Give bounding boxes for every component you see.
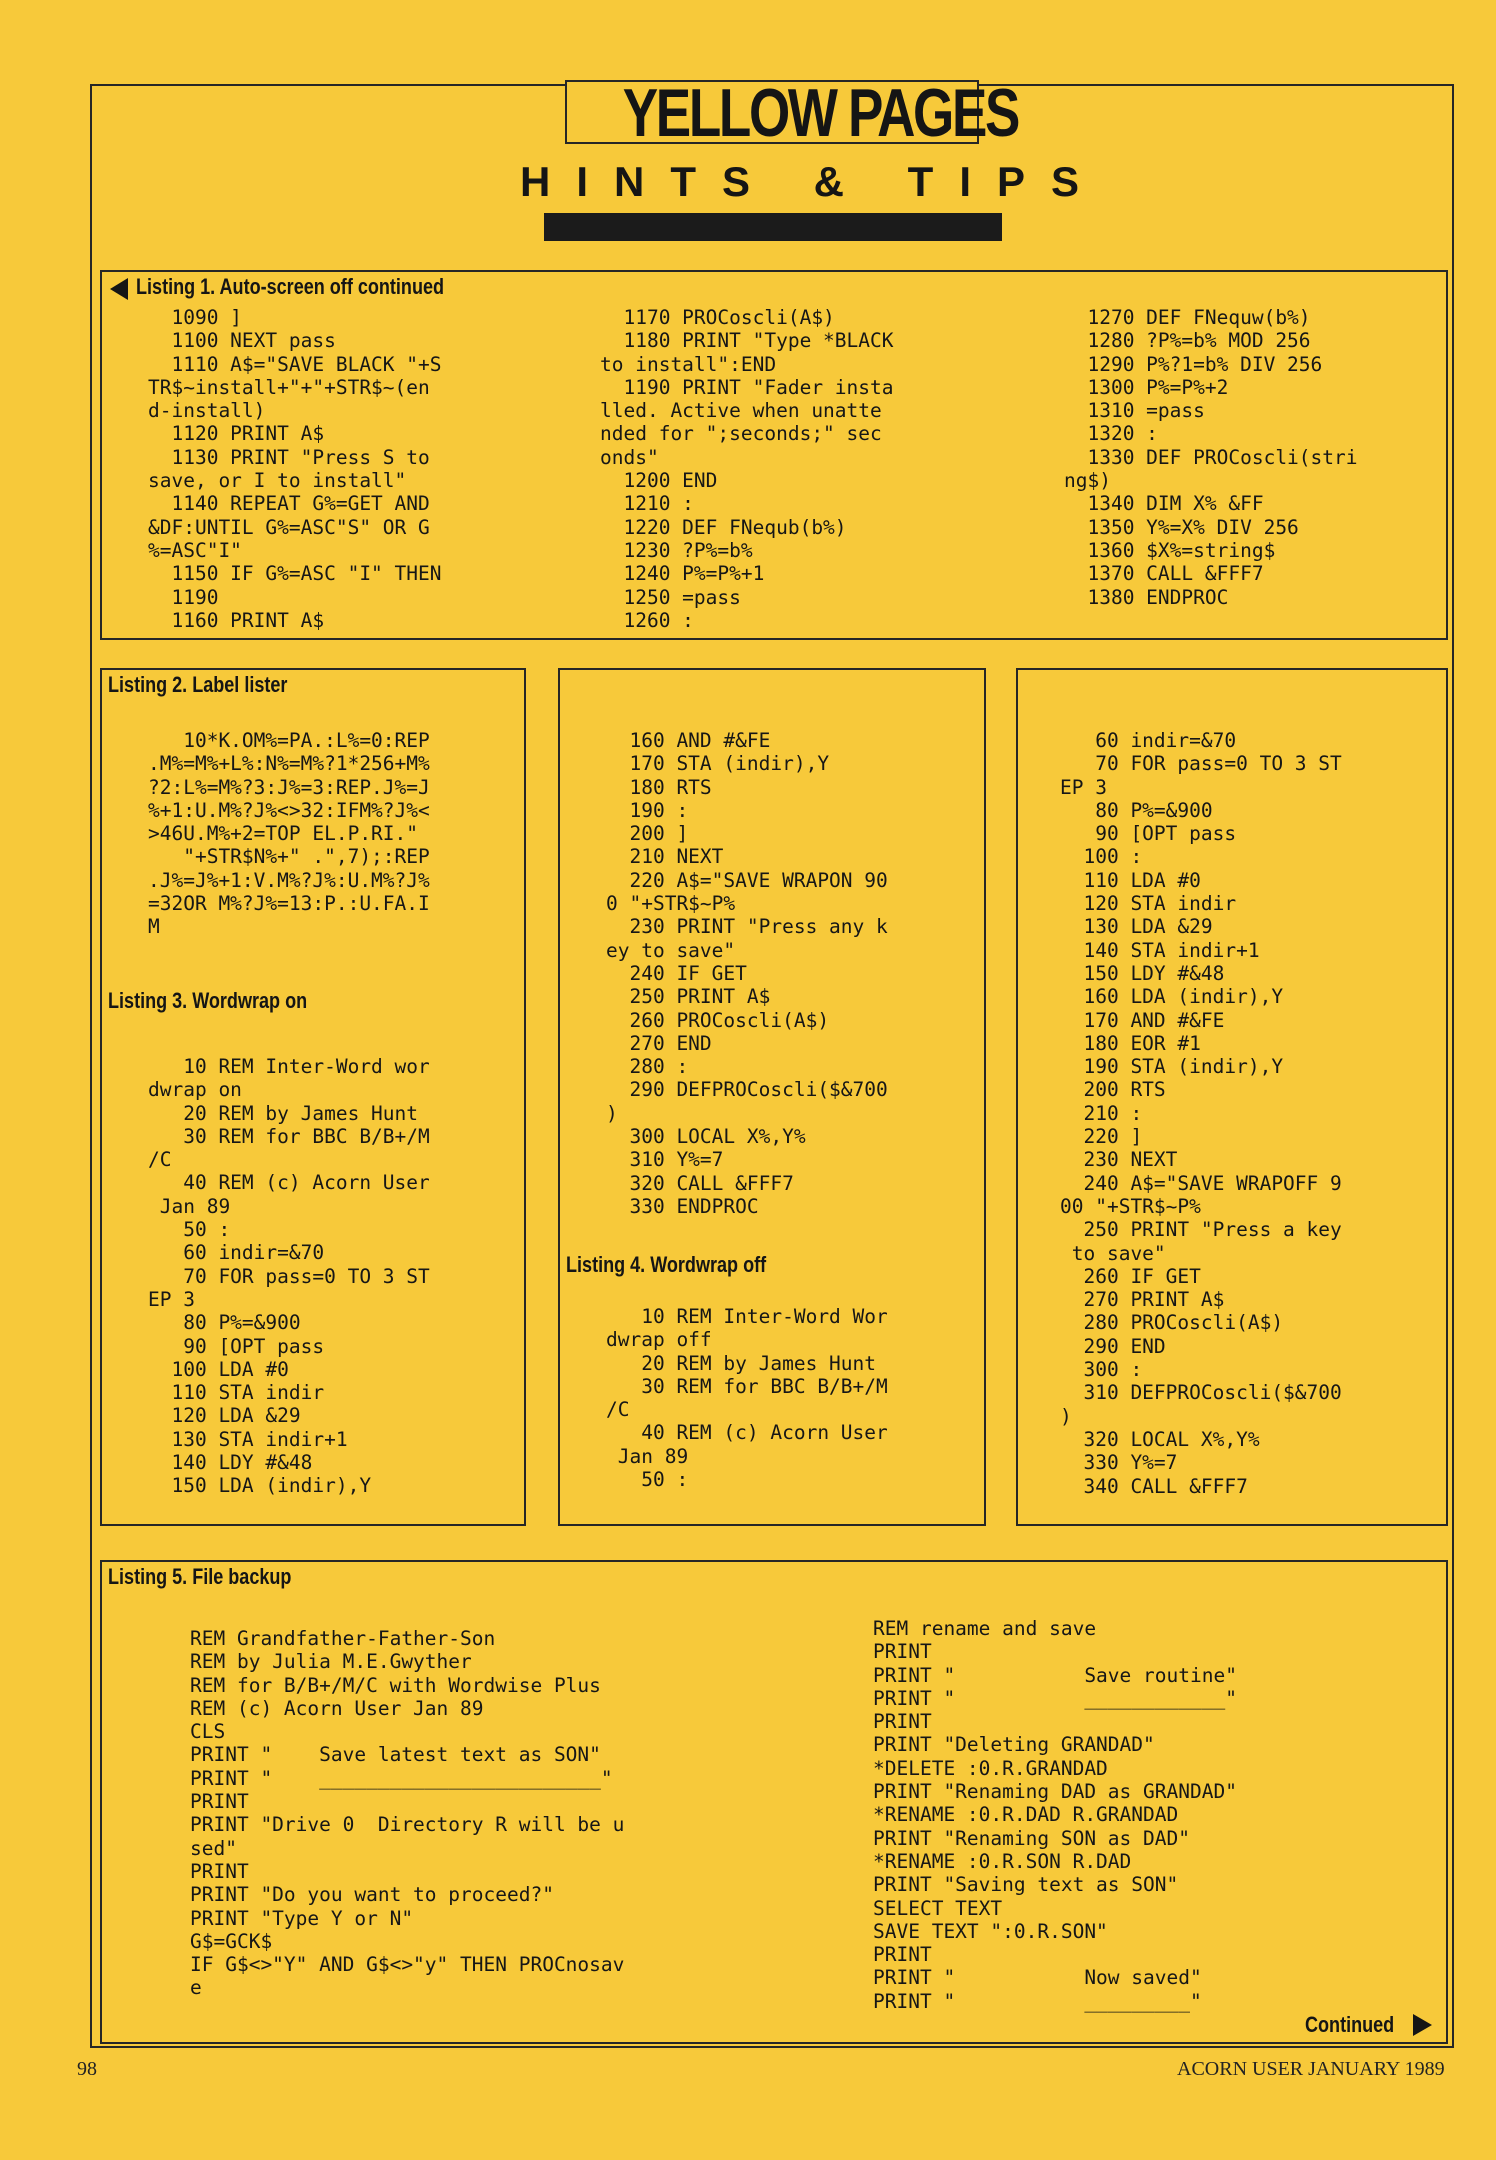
- code-line: 200 RTS: [1060, 1078, 1166, 1102]
- listing-4-continued-code: [1060, 729, 1342, 1498]
- code-line: .J%=J%+1:V.M%?J%:U.M%?J%: [148, 868, 430, 892]
- code-line: REM Grandfather-Father-Son: [190, 1627, 496, 1650]
- code-line: 1140 REPEAT G%=GET AND: [148, 492, 430, 516]
- code-line: 170 AND #&FE: [1060, 1008, 1225, 1032]
- code-line: 60 indir=&70: [1060, 729, 1237, 752]
- code-line: PRINT " Save latest text as SON": [190, 1743, 601, 1767]
- code-line: 70 FOR pass=0 TO 3 ST: [148, 1264, 430, 1288]
- code-line: 150 LDY #&48: [1060, 961, 1225, 985]
- code-line: 1320 :: [1064, 422, 1158, 446]
- code-line: PRINT " ____________": [873, 1686, 1237, 1710]
- listing-1-column-3: [1064, 306, 1358, 609]
- code-line: 1180 PRINT "Type *BLACK: [600, 329, 894, 353]
- listing-2-code: [148, 729, 430, 939]
- listing-1-column-1: [148, 306, 442, 632]
- code-line: 1210 :: [600, 492, 694, 516]
- code-line: *DELETE :0.R.GRANDAD: [873, 1756, 1108, 1780]
- code-line: 1230 ?P%=b%: [600, 538, 753, 562]
- listing-5-column-2: [873, 1617, 1237, 2013]
- code-line: M: [148, 915, 160, 939]
- code-line: save, or I to install": [148, 469, 407, 493]
- code-line: 330 ENDPROC: [606, 1194, 759, 1218]
- code-line: 180 EOR #1: [1060, 1031, 1201, 1055]
- listing-4-heading: Listing 4. Wordwrap off: [566, 1252, 767, 1277]
- code-line: 300 LOCAL X%,Y%: [606, 1125, 806, 1149]
- code-line: onds": [600, 445, 659, 469]
- code-line: ): [1060, 1404, 1072, 1428]
- code-line: 10 REM Inter-Word wor: [148, 1055, 430, 1078]
- code-line: 80 P%=&900: [148, 1311, 301, 1335]
- code-line: 160 AND #&FE: [606, 729, 771, 752]
- code-line: 200 ]: [606, 822, 689, 846]
- code-line: REM (c) Acorn User Jan 89: [190, 1696, 484, 1720]
- code-line: 220 A$="SAVE WRAPON 90: [606, 868, 888, 892]
- code-line: 1090 ]: [148, 306, 242, 329]
- listing-1-column-2: [600, 306, 894, 632]
- code-line: 1340 DIM X% &FF: [1064, 492, 1264, 516]
- code-line: 280 PROCoscli(A$): [1060, 1311, 1284, 1335]
- code-line: 90 [OPT pass: [1060, 822, 1237, 846]
- code-line: 310 Y%=7: [606, 1148, 724, 1172]
- code-line: 230 PRINT "Press any k: [606, 915, 888, 939]
- listing-3-heading: Listing 3. Wordwrap on: [108, 988, 308, 1013]
- code-line: EP 3: [1060, 775, 1107, 799]
- listing-4-code: [606, 1305, 888, 1491]
- code-line: 330 Y%=7: [1060, 1451, 1178, 1475]
- code-line: >46U.M%+2=TOP EL.P.RI.": [148, 822, 419, 846]
- code-line: 1190: [148, 585, 219, 609]
- code-line: PRINT: [873, 1943, 932, 1967]
- listing-3-continued-code: [606, 729, 888, 1218]
- code-line: ): [606, 1101, 618, 1125]
- continued-label: Continued: [1305, 2012, 1395, 2037]
- code-line: 1370 CALL &FFF7: [1064, 562, 1264, 586]
- issue-line: ACORN USER JANUARY 1989: [1177, 2058, 1445, 2080]
- code-line: 10*K.OM%=PA.:L%=0:REP: [148, 729, 430, 752]
- code-line: 150 LDA (indir),Y: [148, 1474, 372, 1498]
- code-line: Jan 89: [606, 1444, 689, 1468]
- code-line: CLS: [190, 1720, 226, 1744]
- code-line: 110 STA indir: [148, 1381, 325, 1405]
- code-line: /C: [606, 1398, 630, 1422]
- code-line: 1100 NEXT pass: [148, 329, 336, 353]
- code-line: ?2:L%=M%?3:J%=3:REP.J%=J: [148, 775, 430, 799]
- code-line: to install":END: [600, 352, 777, 376]
- code-line: 10 REM Inter-Word Wor: [606, 1305, 888, 1328]
- code-line: 250 PRINT "Press a key: [1060, 1218, 1342, 1242]
- listing-3-code: [148, 1055, 430, 1498]
- code-line: 1120 PRINT A$: [148, 422, 325, 446]
- code-line: nded for ";seconds;" sec: [600, 422, 882, 446]
- code-line: 110 LDA #0: [1060, 868, 1201, 892]
- code-line: REM rename and save: [873, 1617, 1097, 1640]
- code-line: 1160 PRINT A$: [148, 608, 325, 632]
- code-line: 00 "+STR$~P%: [1060, 1194, 1201, 1218]
- code-line: 90 [OPT pass: [148, 1334, 325, 1358]
- code-line: lled. Active when unatte: [600, 399, 882, 423]
- code-line: 290 DEFPROCoscli($&700: [606, 1078, 888, 1102]
- code-line: 230 NEXT: [1060, 1148, 1178, 1172]
- code-line: EP 3: [148, 1287, 195, 1311]
- code-line: 320 CALL &FFF7: [606, 1171, 794, 1195]
- code-line: e: [190, 1976, 202, 2000]
- code-line: 120 LDA &29: [148, 1404, 301, 1428]
- masthead: [565, 75, 1019, 151]
- listing-1-heading: Listing 1. Auto-screen off continued: [136, 274, 445, 299]
- code-line: to save": [1060, 1241, 1166, 1265]
- code-line: 140 STA indir+1: [1060, 938, 1260, 962]
- masthead-subtitle: HINTS & TIPS: [520, 158, 1106, 205]
- code-line: PRINT "Renaming SON as DAD": [873, 1826, 1190, 1850]
- code-line: 1310 =pass: [1064, 399, 1205, 423]
- code-line: PRINT "Do you want to proceed?": [190, 1883, 554, 1907]
- code-line: 30 REM for BBC B/B+/M: [148, 1124, 430, 1148]
- code-line: 160 LDA (indir),Y: [1060, 985, 1284, 1009]
- code-line: PRINT " _________": [873, 1989, 1202, 2013]
- code-line: 1250 =pass: [600, 585, 741, 609]
- code-line: 240 A$="SAVE WRAPOFF 9: [1060, 1171, 1342, 1195]
- masthead-bar: [544, 213, 1002, 241]
- code-line: %=ASC"I": [148, 538, 242, 562]
- code-line: Jan 89: [148, 1194, 231, 1218]
- code-line: 50 :: [606, 1468, 689, 1492]
- code-line: 320 LOCAL X%,Y%: [1060, 1427, 1260, 1451]
- code-line: PRINT: [190, 1790, 249, 1814]
- code-line: =32OR M%?J%=13:P.:U.FA.I: [148, 892, 430, 916]
- code-line: 40 REM (c) Acorn User: [606, 1421, 888, 1445]
- code-line: G$=GCK$: [190, 1929, 273, 1953]
- code-line: 0 "+STR$~P%: [606, 892, 736, 916]
- code-line: dwrap off: [606, 1328, 712, 1352]
- code-line: 130 LDA &29: [1060, 915, 1213, 939]
- code-line: 170 STA (indir),Y: [606, 752, 830, 776]
- code-line: 1130 PRINT "Press S to: [148, 445, 430, 469]
- code-line: dwrap on: [148, 1078, 242, 1102]
- code-line: 260 IF GET: [1060, 1264, 1201, 1288]
- code-line: 250 PRINT A$: [606, 985, 771, 1009]
- code-line: 100 :: [1060, 845, 1143, 869]
- code-line: *RENAME :0.R.DAD R.GRANDAD: [873, 1803, 1179, 1827]
- code-line: TR$~install+"+"+STR$~(en: [148, 375, 430, 399]
- code-line: PRINT "Drive 0 Directory R will be u: [190, 1813, 625, 1837]
- code-line: 1380 ENDPROC: [1064, 585, 1229, 609]
- code-line: 100 LDA #0: [148, 1357, 289, 1381]
- code-line: 80 P%=&900: [1060, 798, 1213, 822]
- code-line: 140 LDY #&48: [148, 1451, 313, 1475]
- code-line: 70 FOR pass=0 TO 3 ST: [1060, 752, 1342, 776]
- code-line: REM by Julia M.E.Gwyther: [190, 1650, 472, 1674]
- code-line: PRINT "Renaming DAD as GRANDAD": [873, 1780, 1237, 1804]
- code-line: 1270 DEF FNequw(b%): [1064, 306, 1311, 329]
- code-line: 1220 DEF FNequb(b%): [600, 515, 847, 539]
- code-line: SAVE TEXT ":0.R.SON": [873, 1919, 1108, 1943]
- code-line: PRINT: [873, 1640, 932, 1664]
- masthead-title: YELLOW PAGES: [622, 75, 1019, 151]
- code-line: 120 STA indir: [1060, 892, 1237, 916]
- code-line: 190 STA (indir),Y: [1060, 1055, 1284, 1079]
- code-line: ng$): [1064, 469, 1111, 493]
- code-line: 1110 A$="SAVE BLACK "+S: [148, 352, 442, 376]
- code-line: 1300 P%=P%+2: [1064, 375, 1229, 399]
- code-line: 1200 END: [600, 469, 718, 493]
- code-line: 180 RTS: [606, 775, 712, 799]
- code-line: 1150 IF G%=ASC "I" THEN: [148, 562, 442, 586]
- code-line: sed": [190, 1836, 237, 1860]
- code-line: PRINT "Type Y or N": [190, 1906, 414, 1930]
- code-line: 1330 DEF PROCoscli(stri: [1064, 445, 1358, 469]
- code-line: 1260 :: [600, 608, 694, 632]
- code-line: .M%=M%+L%:N%=M%?1*256+M%: [148, 752, 430, 776]
- code-line: 20 REM by James Hunt: [606, 1351, 877, 1375]
- code-line: PRINT "Deleting GRANDAD": [873, 1733, 1155, 1757]
- code-line: 1240 P%=P%+1: [600, 562, 765, 586]
- code-line: 310 DEFPROCoscli($&700: [1060, 1381, 1342, 1405]
- code-line: 1170 PROCoscli(A$): [600, 306, 835, 329]
- code-line: 60 indir=&70: [148, 1241, 325, 1265]
- code-line: ey to save": [606, 938, 736, 962]
- code-line: 50 :: [148, 1218, 231, 1242]
- code-line: 1350 Y%=X% DIV 256: [1064, 515, 1299, 539]
- code-line: SELECT TEXT: [873, 1896, 1003, 1920]
- listing-2-heading: Listing 2. Label lister: [108, 672, 288, 697]
- page-number: 98: [77, 2058, 97, 2080]
- code-line: 280 :: [606, 1055, 689, 1079]
- code-line: 300 :: [1060, 1358, 1143, 1382]
- code-line: %+1:U.M%?J%<>32:IFM%?J%<: [148, 798, 430, 822]
- code-line: 190 :: [606, 798, 689, 822]
- code-line: IF G$<>"Y" AND G$<>"y" THEN PROCnosav: [190, 1953, 625, 1977]
- code-line: 130 STA indir+1: [148, 1427, 348, 1451]
- code-line: REM for B/B+/M/C with Wordwise Plus: [190, 1673, 601, 1697]
- code-line: d-install): [148, 399, 266, 423]
- code-line: 1190 PRINT "Fader insta: [600, 375, 894, 399]
- code-line: PRINT: [873, 1710, 932, 1734]
- code-line: 1280 ?P%=b% MOD 256: [1064, 329, 1311, 353]
- code-line: PRINT " Save routine": [873, 1663, 1237, 1687]
- code-line: 30 REM for BBC B/B+/M: [606, 1374, 888, 1398]
- code-line: /C: [148, 1148, 172, 1172]
- continued-arrow-icon: [1413, 2014, 1432, 2036]
- code-line: PRINT: [190, 1859, 249, 1883]
- code-line: 240 IF GET: [606, 961, 747, 985]
- code-line: 20 REM by James Hunt: [148, 1101, 419, 1125]
- continued-from-arrow-icon: [110, 278, 128, 300]
- code-line: PRINT " ________________________": [190, 1766, 613, 1790]
- code-line: 40 REM (c) Acorn User: [148, 1171, 430, 1195]
- code-line: PRINT " Now saved": [873, 1966, 1202, 1990]
- code-line: 290 END: [1060, 1334, 1166, 1358]
- listing-5-heading: Listing 5. File backup: [108, 1564, 292, 1589]
- code-line: 260 PROCoscli(A$): [606, 1008, 830, 1032]
- code-line: &DF:UNTIL G%=ASC"S" OR G: [148, 515, 430, 539]
- code-line: 1290 P%?1=b% DIV 256: [1064, 352, 1323, 376]
- code-line: "+STR$N%+" .",7);:REP: [148, 845, 430, 869]
- code-line: 210 :: [1060, 1101, 1143, 1125]
- code-line: 210 NEXT: [606, 845, 724, 869]
- code-line: 1360 $X%=string$: [1064, 538, 1276, 562]
- code-line: 340 CALL &FFF7: [1060, 1474, 1248, 1498]
- code-line: PRINT "Saving text as SON": [873, 1873, 1179, 1897]
- code-line: 220 ]: [1060, 1125, 1143, 1149]
- code-line: 270 PRINT A$: [1060, 1288, 1225, 1312]
- code-line: *RENAME :0.R.SON R.DAD: [873, 1849, 1132, 1873]
- code-line: 270 END: [606, 1031, 712, 1055]
- listing-5-column-1: [190, 1627, 624, 2000]
